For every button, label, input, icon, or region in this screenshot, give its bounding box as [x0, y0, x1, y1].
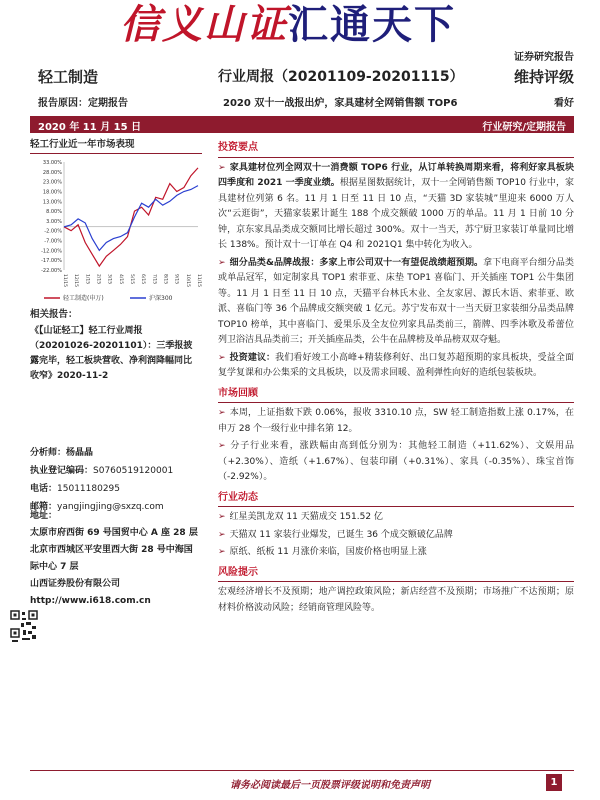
rating-label: 维持评级	[513, 68, 574, 86]
paragraph-risk: 宏观经济增长不及预期；地产调控政策风险；新店经营不及预期；市场推广不达预期；原材料价格波动风险；经销商管理风险等。	[218, 587, 574, 613]
section-industry-news: 行业动态	[218, 490, 574, 508]
paragraph-text: 根据星图数据统计，双十一全网销售额 TOP10 行业中，家具建材位列第 6 名。11 月 1 日至 11 日 10 点，“天猫 3D 家装城”里迎来 6000 万人次“云逛街”，天猫家装累计诞生 188 个成交额破 1000 万的单品。11 月 1 日前 10 分钟，京东家具品类成交额同比增长超过 300%。双十一当天，苏宁厨卫家装订单量同比增长 138%。预计双十一订单在 Q4 和 2021Q1 集中转化为收入。	[218, 178, 574, 250]
address-block	[30, 508, 198, 610]
section-market-review: 市场回顾	[218, 386, 574, 404]
y-tick-label: 33.00%	[42, 160, 62, 166]
chart-svg	[30, 158, 202, 308]
phone-number: 15011180295	[57, 484, 121, 494]
slogan-part-1: 信义山证	[120, 1, 288, 48]
report-type-title: 行业周报（20201109-20201115）	[218, 69, 464, 85]
analyst-row	[30, 444, 202, 462]
rating-value: 看好	[554, 98, 574, 109]
x-tick-label: 1/15	[84, 274, 90, 285]
market-performance-chart	[30, 158, 202, 308]
x-tick-label: 11/15	[62, 274, 67, 287]
bullet-arrow-icon: ➢	[218, 547, 226, 557]
y-tick-label: 23.00%	[42, 179, 62, 186]
bullet-arrow-icon: ➢	[218, 162, 226, 173]
subtitle-row	[38, 94, 574, 110]
address-beijing: 北京市西城区平安里西大街 28 号中海国际中心 7 层	[30, 545, 193, 572]
page-footer	[30, 770, 574, 794]
legend-label: 沪深300	[149, 295, 173, 302]
x-tick-label: 12/15	[73, 274, 79, 287]
phone-row	[30, 480, 202, 498]
paragraph-text: 本周，上证指数下跌 0.06%，报收 3310.10 点，SW 轻工制造指数上涨 0.17%，在申万 28 个一级行业中排名第 12。	[218, 408, 574, 434]
paragraph-text: 分子行业来看，涨跌幅由高到低分别为：其他轻工制造（+11.62%）、文娱用品（+2.30%）、造纸（+1.67%）、包装印刷（+0.31%）、家具（-0.35%）、珠宝首饰（-2.92%）。	[218, 441, 574, 482]
section-risk-warning: 风险提示	[218, 565, 574, 583]
y-tick-label: 13.00%	[42, 199, 62, 206]
news-text: 天猫双 11 家装行业爆发，已诞生 36 个成交额破亿品牌	[229, 529, 453, 540]
license-label: 执业登记编码：	[30, 466, 94, 476]
license-number: S0760519120001	[93, 466, 174, 476]
address-taiyuan: 太原市府西街 69 号国贸中心 A 座 28 层	[30, 528, 198, 538]
report-headline: 2020 双十一战报出炉，家具建材全网销售额 TOP6	[223, 98, 458, 109]
news-text: 红星美凯龙双 11 天猫成交 151.52 亿	[229, 512, 383, 522]
sector-title: 轻工制造	[38, 68, 99, 86]
y-tick-label: 28.00%	[42, 169, 62, 176]
news-item	[218, 545, 574, 561]
y-tick-label: 3.00%	[46, 218, 62, 225]
right-column	[218, 136, 574, 618]
analyst-name: 杨晶晶	[66, 448, 94, 458]
y-tick-label: -22.00%	[41, 268, 62, 274]
page-number: 1	[546, 774, 562, 791]
series-line	[64, 168, 198, 266]
paragraph-text: 拿下电商平台细分品类或单品冠军，如定制家具 TOP1 索菲亚、床垫 TOP1 喜临门、开关插座 TOP1 公牛集团等。11 月 1 日至 11 日 10 点，天猫平台林氏木业、全友家居、源氏木语、索菲亚、欧派、喜临门等 36 个品牌成交额突破 1 亿元。苏宁发布双十一当天厨卫家装细分品类品牌 TOP10 榜单，其中喜临门、爱果乐及全友位列家具品类前三，箭牌、四季沐歌及希蕾位列卫浴洁具品类前三；开关插座品类，公牛在品牌榜及单品榜双双夺魁。	[218, 257, 574, 345]
disclaimer-text: 请务必阅读最后一页股票评级说明和免责声明	[230, 780, 430, 791]
bullet-arrow-icon: ➢	[218, 257, 226, 268]
x-tick-label: 8/15	[162, 274, 168, 285]
address-label: 地址：	[30, 511, 58, 521]
y-tick-label: -2.00%	[44, 228, 62, 235]
report-banner	[0, 0, 600, 62]
title-row	[38, 66, 574, 88]
company-name: 山西证券股份有限公司	[30, 579, 121, 589]
paragraph-subsector-review	[218, 439, 574, 486]
news-item	[218, 510, 574, 526]
x-tick-label: 7/15	[151, 274, 157, 285]
left-column	[30, 136, 202, 606]
company-slogan-logo	[120, 0, 456, 50]
x-tick-label: 5/15	[129, 274, 134, 285]
y-tick-label: 8.00%	[46, 209, 62, 216]
y-tick-label: -17.00%	[41, 258, 62, 265]
y-tick-label: -7.00%	[44, 238, 62, 245]
x-tick-label: 10/15	[184, 274, 190, 287]
news-item	[218, 528, 574, 544]
analyst-info	[30, 444, 202, 516]
report-date: 2020 年 11 月 15 日	[38, 122, 142, 133]
paragraph-bold: 投资建议：	[229, 352, 276, 363]
x-tick-label: 9/15	[173, 274, 179, 285]
chart-title: 轻工行业近一年市场表现	[30, 136, 202, 154]
y-tick-label: 18.00%	[42, 189, 62, 196]
email-label: 邮箱：	[30, 502, 58, 512]
legend-label: 轻工制造(申万)	[63, 295, 104, 302]
news-text: 原纸、纸板 11 月涨价来临，国废价格也明显上涨	[229, 547, 427, 557]
paragraph-bold: 细分品类&品牌战报：多家上市公司双十一有望促战绩超预期。	[229, 257, 484, 268]
report-reason: 报告原因：定期报告	[38, 98, 128, 109]
bullet-arrow-icon: ➢	[218, 441, 226, 451]
paragraph-investment-advice	[218, 351, 574, 382]
document-type: 证券研究报告	[514, 52, 574, 63]
bullet-arrow-icon: ➢	[218, 529, 226, 540]
related-report-link[interactable]	[30, 324, 198, 384]
report-category: 行业研究/定期报告	[482, 122, 566, 133]
bullet-arrow-icon: ➢	[218, 512, 226, 522]
email-link[interactable]: yangjingjing@sxzq.com	[57, 502, 164, 512]
bullet-arrow-icon: ➢	[218, 408, 226, 418]
x-tick-label: 6/15	[140, 274, 146, 285]
slogan-part-2: 汇通天下	[288, 1, 456, 48]
date-bar	[30, 116, 574, 133]
x-tick-label: 11/15	[196, 274, 201, 287]
paragraph-text: 我们看好竣工小高峰+精装修利好、出口复苏超预期的家具板块，受益全面复学复课和办公集采的文具板块，以及需求回暖、盈利弹性向好的造纸包装板块。	[218, 352, 574, 378]
license-row	[30, 462, 202, 480]
section-investment-highlights: 投资要点	[218, 140, 574, 158]
paragraph-sales-ranking	[218, 161, 574, 254]
x-tick-label: 3/15	[106, 274, 112, 285]
paragraph-index-review	[218, 406, 574, 437]
y-tick-label: -12.00%	[41, 248, 62, 255]
paragraph-bold: 家具建材位列全网双十一消费额 TOP6 行业，从订单转换周期来看，将利好家具板块四季度和 2021 一季度业绩。	[218, 162, 574, 188]
x-tick-label: 2/15	[95, 274, 101, 285]
paragraph-brand-results	[218, 256, 574, 349]
analyst-label: 分析师：	[30, 448, 67, 458]
bullet-arrow-icon: ➢	[218, 352, 226, 363]
qr-code-icon	[10, 610, 38, 644]
x-tick-label: 4/15	[117, 274, 123, 285]
related-report-text: 《【山证轻工】轻工行业周报（20201026-20201101）：三季报披露完毕，轻工板块营收、净利润降幅同比收窄》2020-11-2	[30, 326, 193, 381]
related-reports-title: 相关报告：	[30, 309, 78, 320]
company-website-link[interactable]: http://www.i618.com.cn	[30, 596, 151, 606]
phone-label: 电话：	[30, 484, 58, 494]
